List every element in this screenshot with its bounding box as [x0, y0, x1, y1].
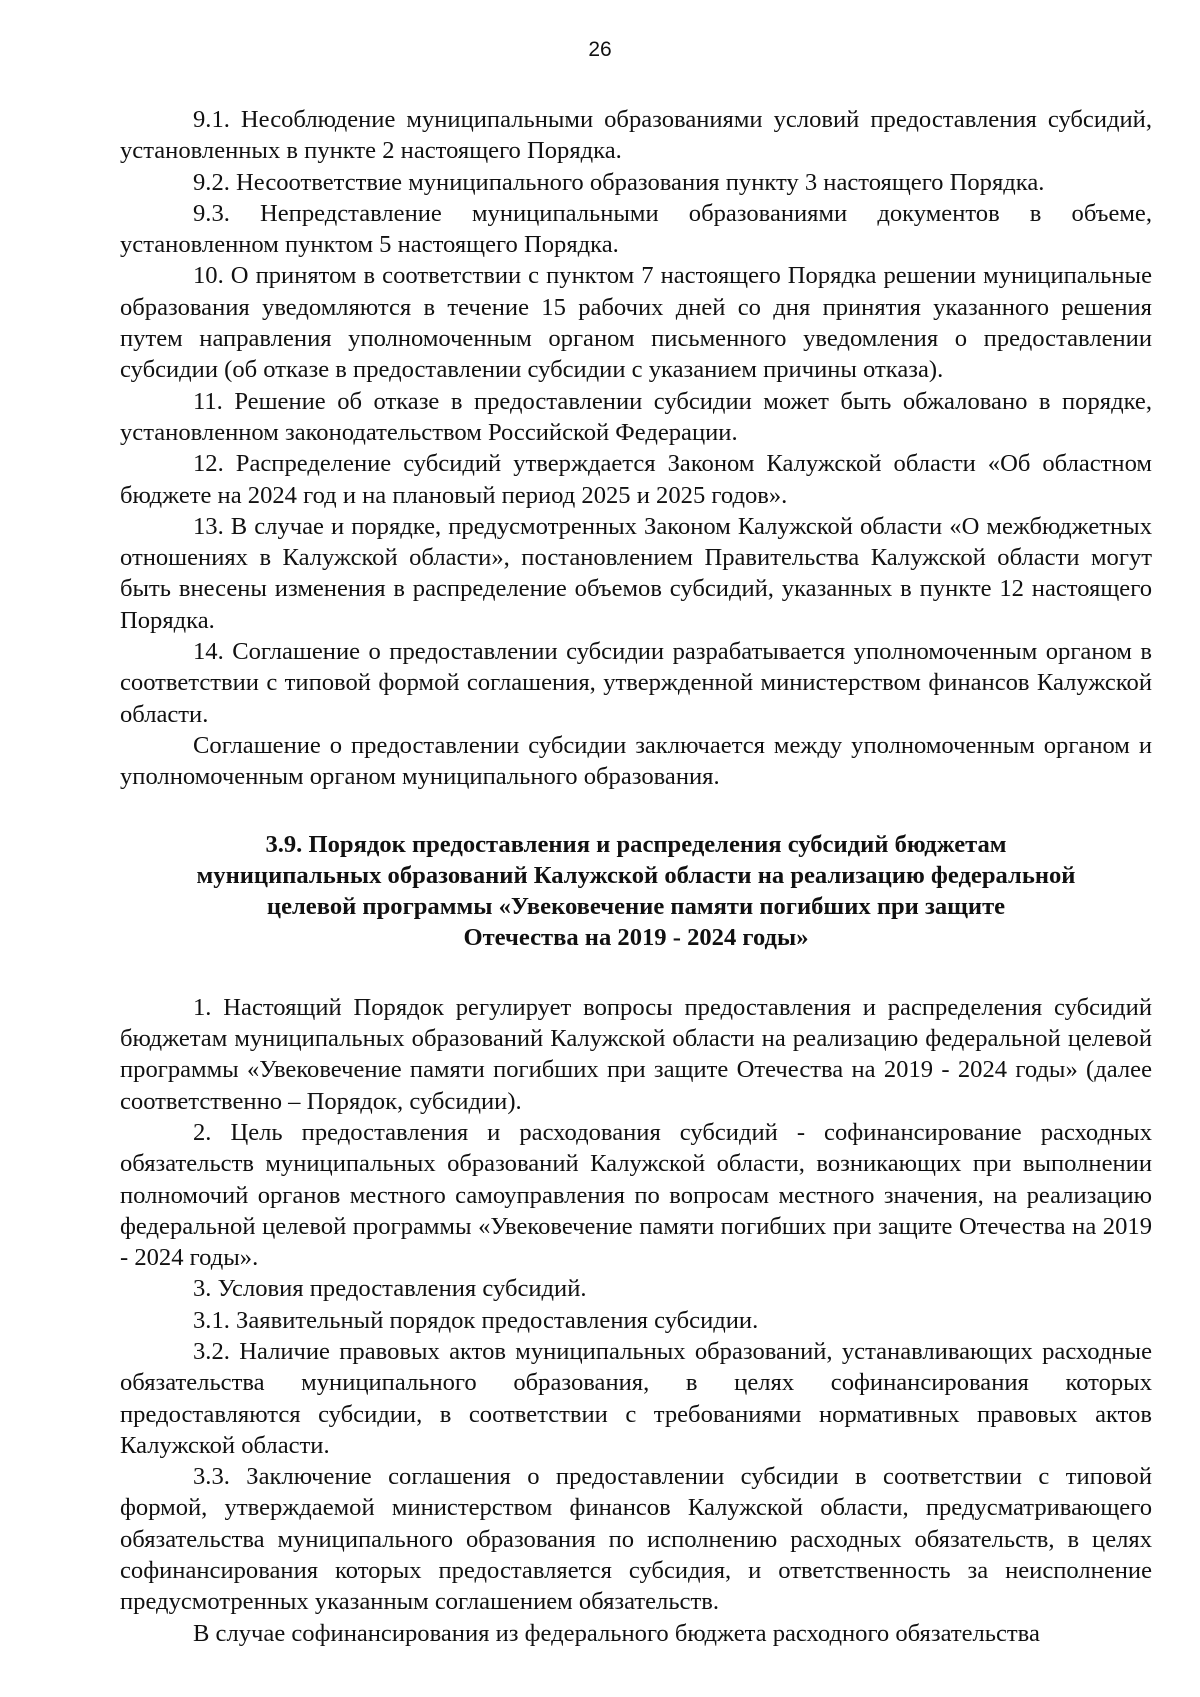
paragraph-3-2: 3.2. Наличие правовых актов муниципальных образований, устанавливающих расходные обязательства муниципального образования, в целях софинансирования которых предоставляются субсидии, в соответствии с требованиями нормативных правовых актов Калужской области.: [120, 1337, 1152, 1459]
paragraph-12: 12. Распределение субсидий утверждается Законом Калужской области «Об областном бюджете на 2024 год и на плановый период 2025 и 2025 годов».: [120, 450, 1152, 509]
paragraph-9-3: 9.3. Непредставление муниципальными образованиями документов в объеме, установленном пунктом 5 настоящего Порядка.: [120, 199, 1152, 259]
paragraph-cofinancing: В случае софинансирования из федерального бюджета расходного обязательства: [193, 1619, 1040, 1647]
paragraph-11: 11. Решение об отказе в предоставлении субсидии может быть обжаловано в порядке, установленном законодательством Российской Федерации.: [120, 387, 1152, 446]
paragraph-9-1: 9.1. Несоблюдение муниципальными образованиями условий предоставления субсидий, установленных в пункте 2 настоящего Порядка.: [120, 106, 1152, 165]
paragraph-1: 1. Настоящий Порядок регулирует вопросы предоставления и распределения субсидий бюджетам муниципальных образований Калужской области на реализацию федеральной целевой программы «Увековечение памяти погибших при защите Отечества на 2019 - 2024 годы» (далее соответственно – Порядок, субсидии).: [120, 993, 1152, 1115]
paragraph-14: 14. Соглашение о предоставлении субсидии разрабатывается уполномоченным органом в соответствии с типовой формой соглашения, утвержденной министерством финансов Калужской области.: [120, 638, 1152, 728]
paragraph-13: 13. В случае и порядке, предусмотренных Законом Калужской области «О межбюджетных отношениях в Калужской области», постановлением Правительства Калужской области могут быть внесены изменения в распределение объемов субсидий, указанных в пункте 12 настоящего Порядка.: [120, 512, 1152, 634]
section-heading: [120, 829, 1152, 954]
paragraph-9-2: 9.2. Несоответствие муниципального образования пункту 3 настоящего Порядка.: [193, 168, 1045, 196]
paragraph-10: 10. О принятом в соответствии с пунктом 7 настоящего Порядка решении муниципальные образования уведомляются в течение 15 рабочих дней со дня принятия указанного решения путем направления уполномоченным органом письменного уведомления о предоставлении субсидии (об отказе в предоставлении субсидии с указанием причины отказа).: [120, 262, 1152, 384]
paragraph-3-1: 3.1. Заявительный порядок предоставления субсидии.: [193, 1306, 759, 1334]
paragraph-3-3: 3.3. Заключение соглашения о предоставлении субсидии в соответствии с типовой формой, утверждаемой министерством финансов Калужской области, предусматривающего обязательства муниципального образования по исполнению расходных обязательств, в целях софинансирования которых предоставляется субсидия, и ответственность за неисполнение предусмотренных указанным соглашением обязательств.: [120, 1463, 1152, 1616]
paragraph-14-agreement: Соглашение о предоставлении субсидии заключается между уполномоченным органом и уполномоченным органом муниципального образования.: [120, 731, 1152, 791]
document-body: [120, 104, 1152, 1649]
section-heading-line: муниципальных образований Калужской области на реализацию федеральной: [196, 861, 1076, 889]
section-heading-line: 3.9. Порядок предоставления и распределения субсидий бюджетам: [265, 830, 1007, 858]
section-heading-line: целевой программы «Увековечение памяти погибших при защите: [266, 893, 1006, 921]
page-number: 26: [588, 38, 612, 61]
paragraph-3: 3. Условия предоставления субсидий.: [193, 1275, 587, 1303]
section-heading-line: Отечества на 2019 - 2024 годы»: [463, 924, 809, 952]
paragraph-2: 2. Цель предоставления и расходования субсидий - софинансирование расходных обязательств муниципальных образований Калужской области, возникающих при выполнении полномочий органов местного самоуправления по вопросам местного значения, на реализацию федеральной целевой программы «Увековечение памяти погибших при защите Отечества на 2019 - 2024 годы».: [120, 1118, 1152, 1272]
